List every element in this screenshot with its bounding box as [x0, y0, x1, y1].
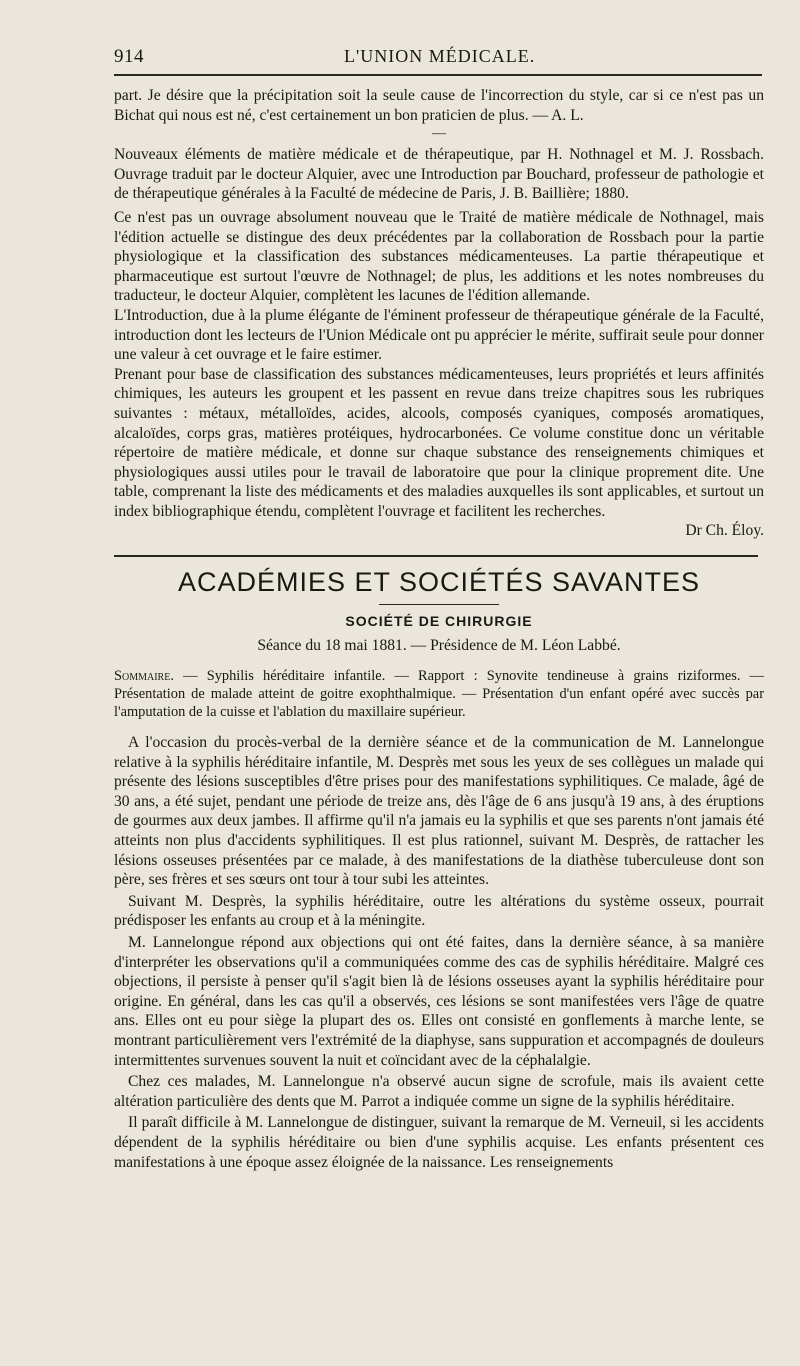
page-number: 914 [114, 46, 144, 67]
review-signature: Dr Ch. Éloy. [685, 522, 764, 540]
section-divider [114, 555, 758, 557]
report-paragraph-5: Il paraît difficile à M. Lannelongue de distinguer, suivant la remarque de M. Verneuil, si les accidents dépendent de la syphilis héréditaire ou bien d'une syphilis acquise. Les enfants présentent ces manifestations à une époque assez éloignée de la naissance. Les renseignements [114, 1114, 764, 1171]
book-review [114, 145, 764, 541]
journal-title: L'UNION MÉDICALE. [344, 46, 536, 66]
review-paragraph-3: Prenant pour base de classification des substances médicamenteuses, leurs propriétés et leurs affinités chimiques, les auteurs les groupent et les passent en revue dans treize chapitres sous les rubriques suivantes : métaux, métalloïdes, acides, alcools, composés cyaniques, composés aromatiques, alcaloïdes, corps gras, matières protéiques, hydrocarbonées. Ce volume constitue donc un véritable répertoire de matière médicale, et donne sur chaque substance des renseignements chimiques et physiologiques aussi utiles pour le travail de laboratoire que pour la clinique proprement dite. Une table, comprenant la liste des médicaments et des maladies auxquelles ils sont applicables, et surtout un index bibliographique étendu, complètent l'ouvrage et facilitent les recherches. [114, 365, 764, 520]
summary-text: — Syphilis héréditaire infantile. — Rapport : Synovite tendineuse à grains riziformes. — Présentation de malade atteint de goitre exophthalmique. — Présentation d'un enfant opéré avec succès par l'amputation de la cuisse et l'ablation du maxillaire supérieur. [114, 668, 765, 721]
review-paragraph-1: Ce n'est pas un ouvrage absolument nouveau que le Traité de matière médicale de Nothnagel, mais l'édition actuelle se distingue des deux précédentes par la collaboration de Rossbach pour la partie physiologique et la classification des substances médicamenteuses. La partie thérapeutique et pharmaceutique est surtout l'œuvre de Nothnagel; de plus, les additions et les notes nombreuses du traducteur, le docteur Alquier, complètent les lacunes de l'édition allemande. [114, 208, 764, 305]
seance-report [114, 733, 764, 1172]
intro-paragraph: part. Je désire que la précipitation soit la seule cause de l'incorrection du style, car si ce n'est pas un Bichat qui nous est né, c'est certainement un bon praticien de plus. — A. L. [114, 87, 764, 124]
report-paragraph-3: M. Lannelongue répond aux objections qui ont été faites, dans la dernière séance, à sa manière d'interpréter les observations qu'il a communiquées comme des cas de syphilis héréditaire. Malgré ces objections, il persiste à penser qu'il s'agit bien là de lésions osseuses ayant la syphilis héréditaire pour origine. En général, dans les cas qu'il a observés, ces lésions se sont manifestées vers l'âge de quatre ans. Elles ont eu pour siège la plupart des os. Elles ont consisté en gonflements à marche lente, se montrant particulièrement vers l'extrémité de la diaphyse, sans suppuration et accompagnés de douleurs intermittentes survenues souvent la nuit et coïncidant avec de la céphalalgie. [114, 934, 764, 1069]
seance-line: Séance du 18 mai 1881. — Présidence de M. Léon Labbé. [257, 637, 621, 655]
intro-section [114, 86, 764, 125]
society-name: SOCIÉTÉ DE CHIRURGIE [345, 613, 533, 630]
review-paragraph-2: L'Introduction, due à la plume élégante de l'éminent professeur de thérapeutique générale de la Faculté, introduction dont les lecteurs de l'Union Médicale ont pu apprécier le mérite, suffirait seule pour donner une valeur à cet ouvrage et le faire estimer. [114, 306, 764, 364]
title-underline [379, 604, 499, 605]
running-head [114, 44, 762, 76]
separator-dash: — [432, 126, 446, 142]
review-heading: Nouveaux éléments de matière médicale et de thérapeutique, par H. Nothnagel et M. J. Rossbach. Ouvrage traduit par le docteur Alquier, avec une Introduction par Bouchard, professeur de pathologie et de thérapeutique générales à la Faculté de médecine de Paris, J. B. Baillière; 1880. [114, 146, 764, 203]
report-paragraph-2: Suivant M. Desprès, la syphilis héréditaire, outre les altérations du système osseux, pourrait prédisposer les enfants au croup et à la méningite. [114, 892, 764, 930]
report-paragraph-4: Chez ces malades, M. Lannelongue n'a observé aucun signe de scrofule, mais ils avaient cette altération particulière des dents que M. Parrot a indiquée comme un signe de la syphilis héréditaire. [114, 1073, 764, 1110]
report-paragraph-1: A l'occasion du procès-verbal de la dernière séance et de la communication de M. Lannelongue relative à la syphilis héréditaire infantile, M. Desprès met sous les yeux de ses collègues un malade qui présente des lésions susceptibles d'être prises pour des manifestations syphilitiques. Ce malade, âgé de 30 ans, a été sujet, pendant une période de treize ans, dès l'âge de 6 ans jusqu'à 19 ans, à des éruptions de gourmes aux deux jambes. Il affirme qu'il n'a jamais eu la syphilis et que ses parents n'ont jamais été atteints non plus d'accidents syphilitiques. Il est plus rationnel, suivant M. Desprès, de rattacher les lésions osseuses présentées par ce malade, à des manifestations de la diathèse tuberculeuse dont son père, ses frères et ses sœurs ont tour à tour subi les atteintes. [114, 734, 764, 889]
summary [114, 667, 764, 721]
section-title: ACADÉMIES ET SOCIÉTÉS SAVANTES [177, 567, 701, 598]
summary-label: Sommaire. [114, 668, 174, 685]
